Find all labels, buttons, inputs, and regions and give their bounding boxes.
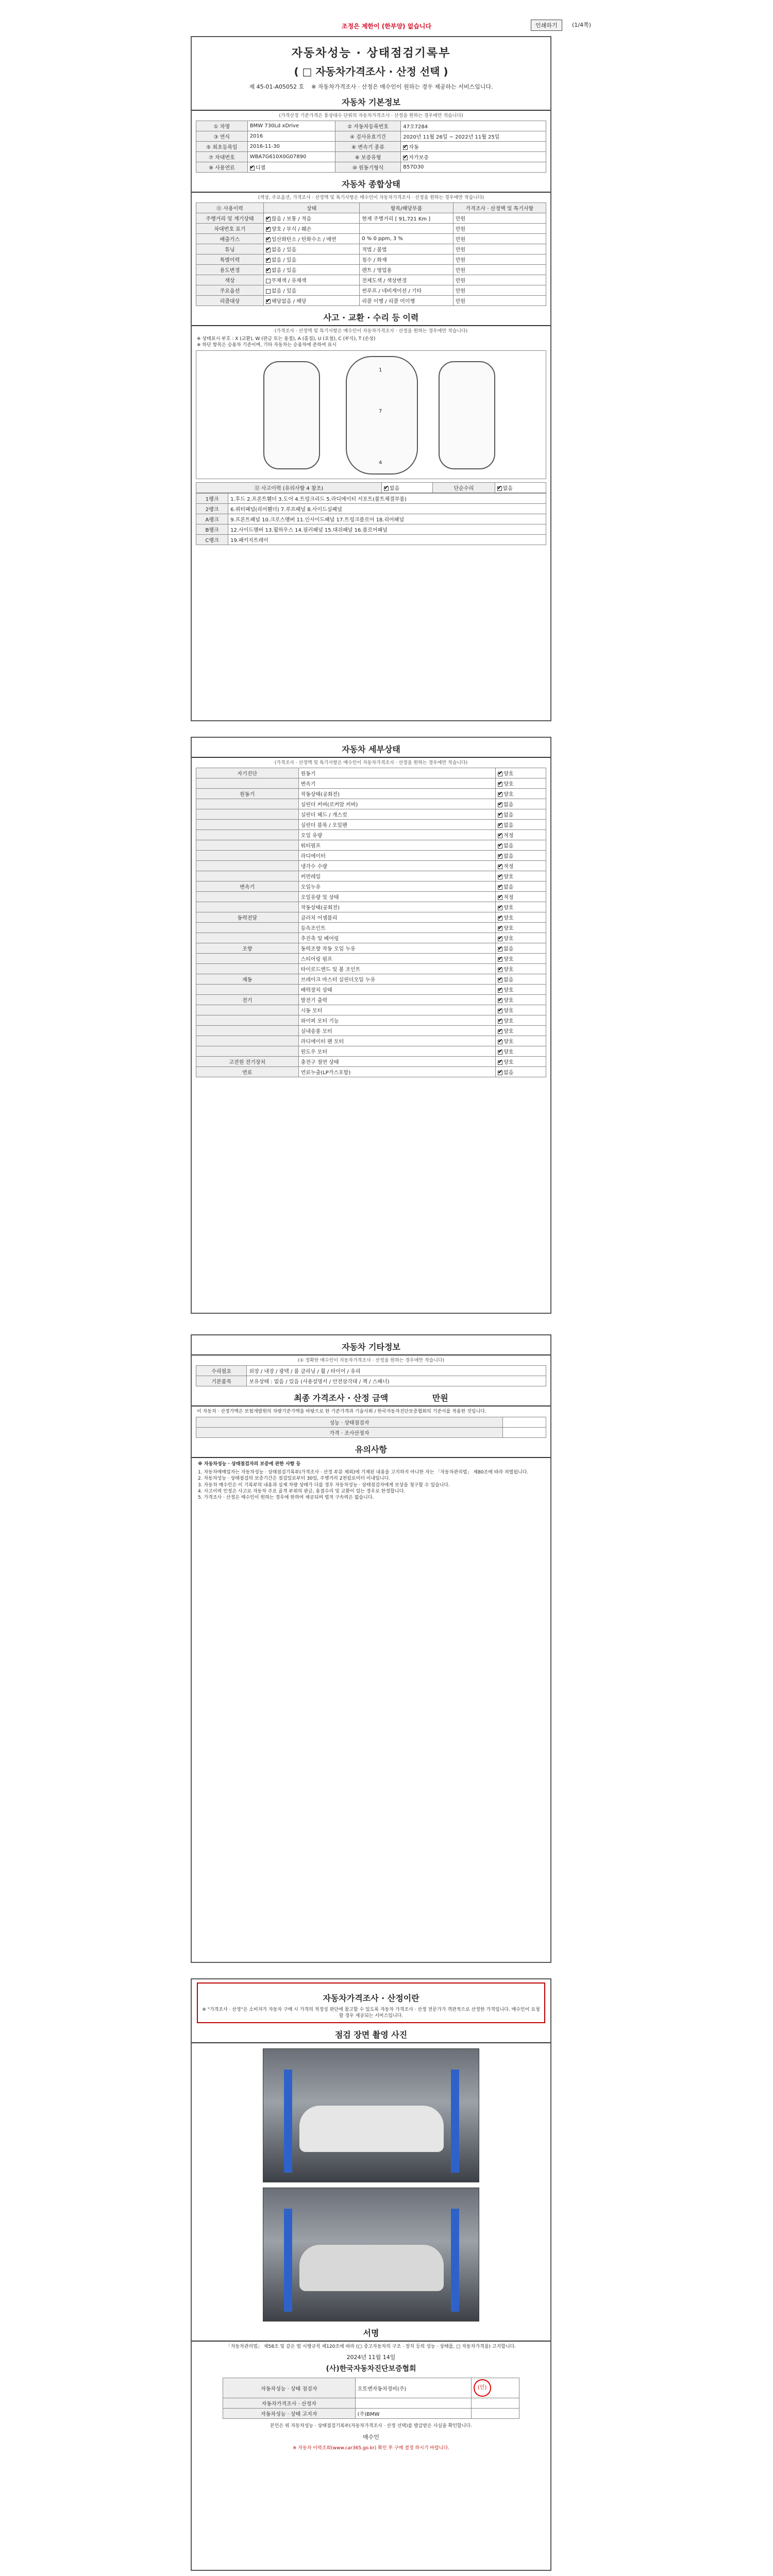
- table-row: 자기진단 원동기 ✔ 양호: [196, 768, 546, 778]
- title-meta: [192, 82, 550, 91]
- checkbox-icon: [498, 844, 502, 849]
- checkbox-icon: [498, 772, 502, 776]
- table-row: 성능 · 상태점검자: [196, 1417, 546, 1428]
- table-row: 배력장치 상태 ✔ 양호: [196, 985, 546, 995]
- table-row: 고전원 전기장치 충전구 절연 상태 ✔ 양호: [196, 1057, 546, 1067]
- final-price-table: [196, 1417, 546, 1438]
- general-status-table: [196, 202, 546, 306]
- table-row: ⑤ 최초등록일 2016-11-30 ⑥ 변속기 종류 ✔ 자동: [196, 142, 546, 152]
- other-info-sub: (① 정확한 매수인이 자동차가격조사 · 산정을 원하는 경우에만 적습니다): [297, 1358, 445, 1363]
- table-row: 라디에이터 팬 모터 ✔ 양호: [196, 1036, 546, 1046]
- table-row: B랭크 12.사이드멤버 13.휠하우스 14.필러패널 15.대쉬패널 16.플로어패널: [196, 524, 546, 535]
- document-number: 제 45-01-A05052 호: [249, 83, 305, 90]
- checkbox-icon: [498, 895, 502, 900]
- checkbox-icon: [498, 988, 502, 993]
- table-row: 연료 연료누출(LP가스포함) ✔ 없음: [196, 1067, 546, 1077]
- table-row: 오일유량 및 상태 ✔ 적정: [196, 892, 546, 902]
- checkbox-icon: [498, 823, 502, 828]
- basic-info-table: [196, 121, 546, 173]
- checkbox-icon: [266, 227, 271, 232]
- title-main: 자동차성능 · 상태점검기록부: [291, 47, 451, 60]
- notes-heading: 유의사항: [192, 1443, 550, 1458]
- table-row: 추진축 및 베어링 ✔ 양호: [196, 933, 546, 943]
- checkbox-icon: [266, 217, 271, 222]
- checkbox-icon: [498, 998, 502, 1003]
- checkbox-icon: [498, 865, 502, 869]
- checkbox-icon: [498, 957, 502, 962]
- checkbox-icon: [266, 248, 271, 252]
- page-indicator: (1/4쪽): [572, 22, 591, 28]
- checkbox-icon: [250, 166, 255, 171]
- checkbox-icon: [498, 947, 502, 952]
- guide-box: [197, 1982, 545, 2023]
- table-row: 와이퍼 모터 기능 ✔ 양호: [196, 1015, 546, 1026]
- general-status-sub: (색상, 주요옵션, 가격조사 · 산정액 및 특기사항은 매수인이 자동차가격조사 · 산정을 원하는 경우에만 적습니다): [258, 195, 484, 200]
- checkbox-icon: [498, 906, 502, 910]
- table-row: 원동기 작동상태(공회전) ✔ 양호: [196, 789, 546, 799]
- table-row: ⑫ 사고이력 (유의사항 4 참조) ✔ 없음 단순수리 ✔ 없음: [196, 483, 546, 493]
- table-row: ③ 연식 2016 ④ 검사유효기간 2020년 11월 26일 ~ 2022년 11월 25일: [196, 131, 546, 142]
- car-top-view: 1 7 4: [346, 356, 418, 474]
- inspection-photo-rear: [263, 2188, 479, 2321]
- table-row: 주행거리 및 계기상태 ✔ 많음 / 보통 / 적음 현재 주행거리 [ 91,721 Km ] 만원: [196, 213, 546, 224]
- table-row: 변속기 오일누유 ✔ 없음: [196, 882, 546, 892]
- signature-org: (사)한국자동차진단보증협회: [326, 2365, 416, 2374]
- checkbox-icon: [498, 1029, 502, 1034]
- other-info-table: [196, 1365, 546, 1386]
- table-row: ⑦ 차대번호 WBA7G610X0G07890 ⑧ 보증유형 ✔ 자가보증: [196, 152, 546, 162]
- checkbox-icon: [498, 782, 502, 787]
- stamp-icon: (인): [474, 2379, 491, 2397]
- table-row: 조향 동력조향 작동 오일 누유 ✔ 없음: [196, 943, 546, 954]
- table-row: 변속기 ✔ 양호: [196, 778, 546, 789]
- table-row: 시동 모터 ✔ 양호: [196, 1005, 546, 1015]
- checkbox-icon: [266, 238, 271, 242]
- signature-heading: 서명: [192, 2327, 550, 2342]
- table-row: 타이로드엔드 및 볼 조인트 ✔ 양호: [196, 964, 546, 974]
- top-notice: 조정은 제한이 (한부양) 없습니다: [341, 22, 432, 30]
- checkbox-icon: [498, 792, 502, 797]
- table-row: 실린더 블록 / 오일팬 ✔ 없음: [196, 820, 546, 830]
- table-row: 배출가스 ✔ 일산화탄소 / 탄화수소 / 매연 0 % 0 ppm, 3 % 만원: [196, 234, 546, 244]
- buyer-label: 매수인: [363, 2433, 379, 2441]
- car-left-view: [263, 361, 320, 469]
- table-row: 자동차가격조사 · 산정자: [223, 2398, 519, 2409]
- table-row: 제동 브레이크 마스터 실린더오일 누유 ✔ 없음: [196, 974, 546, 985]
- basic-info-heading: 자동차 기본정보: [192, 96, 550, 111]
- checkbox-icon: [498, 1050, 502, 1055]
- checkbox-icon: [498, 937, 502, 941]
- checkbox-icon: [498, 1009, 502, 1013]
- table-row: A랭크 9.프론트패널 10.크로스멤버 11.인사이드패널 17.트렁크플로어 18.리어패널: [196, 514, 546, 524]
- checkbox-icon: [498, 916, 502, 921]
- detail-status-sub: (가격조사 · 산정액 및 특기사항은 매수인이 자동차가격조사 · 산정을 원하는 경우에만 적습니다): [274, 760, 468, 766]
- table-row: 실린더 헤드 / 개스킷 ✔ 없음: [196, 809, 546, 820]
- page-2: [191, 737, 551, 1314]
- checkbox-icon: [266, 289, 271, 294]
- table-row: 오일 유량 ✔ 적정: [196, 830, 546, 840]
- table-row: 자동차성능 · 상태 점검자 오토맨자동차정비(주) (인): [223, 2378, 519, 2398]
- notes-block: ※ 자동차성능 · 상태점검자의 보증에 관한 사항 등 1. 자동차매매업자는 자동차성능 · 상태점검기록부(가격조사 · 산정 부분 제외)에 기재된 내용을 고지하지 아니한 자는 「자동차관리법」 제80조에 따라 처벌됩니다. 2. 자동차성능 · 상태점검의 보증기간은 점검일로부터 30일, 주행거리 2천킬로미터 이내입니다. 3. 자동차 매수인은 이 기록부의 내용과 실제 차량 상태가 다를 경우 자동차성능 · 상태점검자에게 보상을 청구할 수 있습니다. 4. 사고이력 인정은 사고로 자동차 주요 골격 부위의 판금, 용접수리 및 교환이 있는 경우로 한정합니다. 5. 가격조사 · 산정은 매수인이 원하는 경우에 한하여 제공되며 법적 구속력은 없습니다.: [198, 1461, 544, 1501]
- table-row: 리콜대상 ✔ 해당없음 / 해당 리콜 이행 / 리콜 미이행 만원: [196, 296, 546, 306]
- table-row: 용도변경 ✔ 없음 / 있음 렌트 / 영업용 만원: [196, 265, 546, 275]
- table-row: 전기 발전기 출력 ✔ 양호: [196, 995, 546, 1005]
- checkbox-icon: [498, 854, 502, 859]
- checkbox-icon: [497, 486, 502, 491]
- checkbox-icon: [498, 813, 502, 818]
- checkbox-icon: [498, 875, 502, 879]
- table-row: 윈도우 모터 ✔ 양호: [196, 1046, 546, 1057]
- table-row: 주요옵션 없음 / 있음 썬루프 / 네비게이션 / 기타 만원: [196, 285, 546, 296]
- checkbox-icon: [266, 299, 271, 304]
- checkbox-icon: [498, 1019, 502, 1024]
- table-row: ⑨ 사용연료 ✔ 디젤 ⑩ 원동기형식 B57D30: [196, 162, 546, 173]
- car-right-view: [439, 361, 495, 469]
- detail-status-heading: 자동차 세부상태: [192, 743, 550, 758]
- checkbox-icon: [498, 926, 502, 931]
- note-line: 5. 가격조사 · 산정은 매수인이 원하는 경우에 한하여 제공되며 법적 구속력은 없습니다.: [198, 1495, 374, 1500]
- guide-body: ※ "가격조사 · 산정"은 소비자가 자동차 구매 시 가격의 적정성 판단에 참고할 수 있도록 자동차 가격조사 · 산정 전문가가 객관적으로 산정한 가격입니다. 매수인이 요청할 경우 제공되는 서비스입니다.: [202, 2007, 540, 2019]
- accident-legend: ※ 상태표시 부호 : X (교환), W (판금 또는 용접), A (흠집), U (요철), C (부식), T (손상): [197, 336, 376, 342]
- table-row: 등속조인트 ✔ 양호: [196, 923, 546, 933]
- top-bar: [0, 15, 773, 36]
- note-line: 4. 사고이력 인정은 사고로 자동차 주요 골격 부위의 판금, 용접수리 및 교환이 있는 경우로 한정합니다.: [198, 1488, 406, 1494]
- table-row: 작동상태(공회전) ✔ 양호: [196, 902, 546, 912]
- accident-parts-table: [196, 493, 546, 545]
- page-3: [191, 1334, 551, 1963]
- document-title: [192, 37, 550, 91]
- receipt-confirmation: 본인은 위 자동차성능 · 상태점검기록부(자동차가격조사 · 산정 선택)를 발급받은 사실을 확인합니다.: [270, 2424, 472, 2429]
- title-option: ( □ 자동차가격조사 · 산정 선택 ): [294, 65, 448, 78]
- table-row: 튜닝 ✔ 없음 / 있음 적법 / 불법 만원: [196, 244, 546, 255]
- checkbox-icon: [498, 885, 502, 890]
- general-status-heading: 자동차 종합상태: [192, 178, 550, 193]
- page-4: [191, 1978, 551, 2571]
- car-diagram: [196, 350, 546, 479]
- checkbox-icon: [266, 258, 271, 263]
- table-row: 실내송풍 모터 ✔ 양호: [196, 1026, 546, 1036]
- table-row: ① 차명 BMW 730Ld xDrive ② 자동차등록번호 47오7284: [196, 121, 546, 131]
- print-button[interactable]: 인쇄하기: [531, 20, 562, 31]
- footer-notice: ※ 자동차 이력조회(www.car365.go.kr) 확인 후 구매 결정 하시기 바랍니다.: [292, 2445, 450, 2451]
- accident-note: ※ 하단 항목은 승용차 기준이며, 기타 자동차는 승용차에 준하여 표시: [197, 343, 337, 348]
- page-1: [191, 36, 551, 721]
- table-row: 1랭크 1.후드 2.프론트휀더 3.도어 4.트렁크리드 5.라디에이터 서포트(볼트체결부품): [196, 494, 546, 504]
- checkbox-icon: [498, 968, 502, 972]
- table-row: 동력전달 클러치 어셈블리 ✔ 양호: [196, 912, 546, 923]
- checkbox-icon: [266, 279, 271, 283]
- checkbox-icon: [403, 156, 408, 160]
- final-price-desc: 이 자동차 · 산정가액은 보험개발원의 차량기준가액을 바탕으로 한 기준가격과 기술사회 / 한국자동차진단보증협회의 기준서를 적용한 것입니다.: [197, 1409, 486, 1414]
- checkbox-icon: [403, 145, 408, 150]
- table-row: 차대번호 표기 ✔ 양호 / 부식 / 훼손 만원: [196, 224, 546, 234]
- accident-question-table: [196, 482, 546, 493]
- note-line: 1. 자동차매매업자는 자동차성능 · 상태점검기록부(가격조사 · 산정 부분 제외)에 기재된 내용을 고지하지 아니한 자는 「자동차관리법」 제80조에 따라 처벌됩니다.: [198, 1470, 529, 1476]
- signature-law: 「자동차관리법」 제58조 및 같은 법 시행규칙 제120조에 따라 (□ 중고자동차의 구조 · 장치 등의 성능 · 상태를, □ 자동차가격을) 고지합니다.: [226, 2344, 516, 2350]
- checkbox-icon: [266, 268, 271, 273]
- table-row: 특별이력 ✔ 없음 / 있음 침수 / 화재 만원: [196, 255, 546, 265]
- detail-status-table: [196, 768, 546, 1077]
- other-info-heading: 자동차 기타정보: [192, 1341, 550, 1355]
- accident-history-sub: (가격조사 · 산정액 및 특기사항은 매수인이 자동차가격조사 · 산정을 원하는 경우에만 적습니다): [274, 329, 468, 334]
- note-line: 3. 자동차 매수인은 이 기록부의 내용과 실제 차량 상태가 다를 경우 자동차성능 · 상태점검자에게 보상을 청구할 수 있습니다.: [198, 1482, 450, 1488]
- table-row: 색상 무채색 / 유채색 전체도색 / 색상변경 만원: [196, 275, 546, 285]
- table-row: 가격 · 조사산정자: [196, 1428, 546, 1438]
- checkbox-icon: [498, 1060, 502, 1065]
- basic-info-sub: (가격산정 기준가격은 통상대수 단위의 자동차가격조사 · 산정을 원하는 경우에만 적습니다): [279, 113, 463, 118]
- table-row: 2랭크 6.쿼터패널(리어휀더) 7.루프패널 8.사이드실패널: [196, 504, 546, 514]
- accident-history-heading: 사고 · 교환 · 수리 등 이력: [192, 311, 550, 326]
- signature-table: [223, 2378, 519, 2419]
- table-row: 냉각수 수량 ✔ 적정: [196, 861, 546, 871]
- checkbox-icon: [498, 803, 502, 807]
- table-row: 커먼레일 ✔ 양호: [196, 871, 546, 882]
- table-row: 기본품목 보유상태 : 없음 / 있음 (사용설명서 / 안전삼각대 / 잭 / 스패너): [196, 1376, 546, 1386]
- table-row: 워터펌프 ✔ 없음: [196, 840, 546, 851]
- inspection-photo-front: [263, 2048, 479, 2182]
- photos-heading: 점검 장면 촬영 사진: [192, 2028, 550, 2043]
- table-row: 실린더 커버(로커암 커버) ✔ 없음: [196, 799, 546, 809]
- checkbox-icon: [498, 1040, 502, 1044]
- signature-date: 2024년 11월 14일: [346, 2354, 396, 2361]
- table-row: 스티어링 펌프 ✔ 양호: [196, 954, 546, 964]
- checkbox-icon: [498, 978, 502, 982]
- note-line: 2. 자동차성능 · 상태점검의 보증기간은 점검일로부터 30일, 주행거리 2천킬로미터 이내입니다.: [198, 1476, 391, 1482]
- table-row: 라디에이터 ✔ 없음: [196, 851, 546, 861]
- final-price-heading: 최종 가격조사 · 산정 금액 만원: [192, 1392, 550, 1406]
- checkbox-icon: [498, 834, 502, 838]
- checkbox-icon: [384, 486, 389, 491]
- service-notice: ※ 자동차가격조사 · 산정은 매수인이 원하는 경우 제공하는 서비스입니다.: [311, 83, 493, 90]
- final-price-amount: 만원: [432, 1393, 448, 1403]
- checkbox-icon: [498, 1071, 502, 1075]
- table-header-row: ⑪ 사용이력 상태 항목/해당부품 가격조사 · 산정액 및 특기사항: [196, 203, 546, 213]
- table-row: 자동차성능 · 상태 고지자 (주)BMW: [223, 2409, 519, 2419]
- table-row: 수리필요 외장 / 내장 / 광택 / 룸 클리닝 / 휠 / 타이어 / 유리: [196, 1366, 546, 1376]
- table-row: C랭크 19.패키지트레이: [196, 535, 546, 545]
- guide-heading: 자동차가격조사 · 산정이란: [323, 1993, 419, 2003]
